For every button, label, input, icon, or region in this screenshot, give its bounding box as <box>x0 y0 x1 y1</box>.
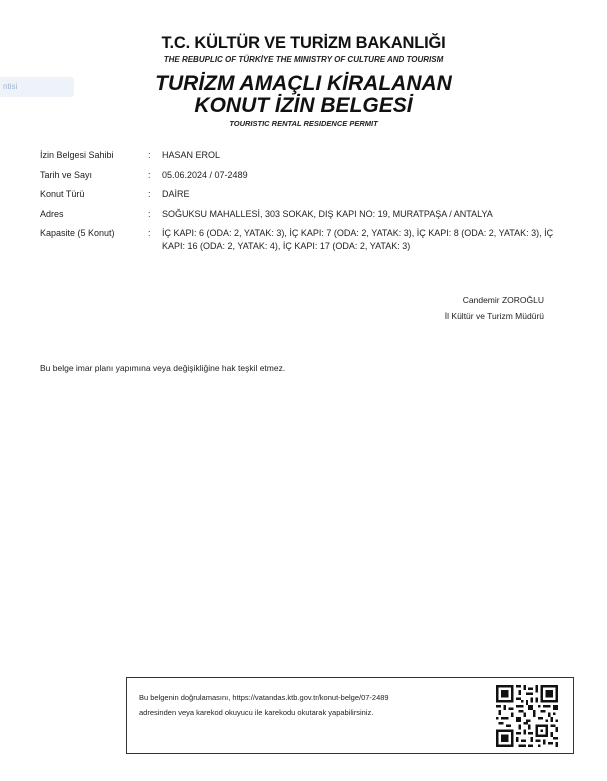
field-row-capacity <box>40 227 560 253</box>
field-label: Adres <box>40 208 64 219</box>
field-separator: : <box>148 189 151 199</box>
field-label: Tarih ve Sayı <box>40 169 93 180</box>
field-value: SOĞUKSU MAHALLESİ, 303 SOKAK, DIŞ KAPI NO: 19, MURATPAŞA / ANTALYA <box>162 208 493 219</box>
verification-text <box>139 690 479 720</box>
field-label: Konut Türü <box>40 189 85 199</box>
signer-block <box>445 292 544 324</box>
document-title <box>0 73 607 117</box>
signer-title: İl Kültür ve Turizm Müdürü <box>444 311 544 321</box>
side-tab-label: ntisi <box>3 82 18 91</box>
field-value: 05.06.2024 / 07-2489 <box>162 169 248 180</box>
document-subtitle: TOURISTIC RENTAL RESIDENCE PERMIT <box>229 119 378 128</box>
field-separator: : <box>148 169 151 180</box>
field-label: Kapasite (5 Konut) <box>40 228 115 238</box>
document-title-line1: TURİZM AMAÇLI KİRALANAN <box>155 72 452 95</box>
ministry-name: T.C. KÜLTÜR VE TURİZM BAKANLIĞI <box>161 34 446 52</box>
field-value: DAİRE <box>162 189 190 199</box>
field-value: İÇ KAPI: 6 (ODA: 2, YATAK: 3), İÇ KAPI: 7 (ODA: 2, YATAK: 3), İÇ KAPI: 8 (ODA: 2, YATAK: 3), İÇ KAPI: 16 (ODA: 2, YATAK: 4), İÇ KAPI: 17 (ODA: 2, YATAK: 3) <box>162 228 554 251</box>
legal-note: Bu belge imar planı yapımına veya değişikliğine hak teşkil etmez. <box>40 363 286 373</box>
field-value: HASAN EROL <box>162 150 221 160</box>
document-title-line2: KONUT İZİN BELGESİ <box>194 94 413 117</box>
field-row-date <box>40 169 560 182</box>
permit-fields <box>40 149 560 260</box>
field-row-owner <box>40 149 560 162</box>
field-row-type <box>40 188 560 201</box>
signer-name: Candemir ZOROĞLU <box>462 295 544 305</box>
field-label: İzin Belgesi Sahibi <box>40 150 114 160</box>
field-row-address <box>40 208 560 221</box>
verification-box <box>126 677 574 754</box>
qr-code-icon <box>496 685 558 747</box>
field-separator: : <box>148 228 151 238</box>
field-separator: : <box>148 208 151 219</box>
verification-line1: Bu belgenin doğrulamasını, https://vatandas.ktb.gov.tr/konut-belge/07-2489 <box>139 693 389 702</box>
field-separator: : <box>148 150 151 160</box>
verification-line2: adresinden veya karekod okuyucu ile karekodu okutarak yapabilirsiniz. <box>139 708 374 717</box>
ministry-name-en: THE REBUPLIC OF TÜRKİYE THE MINISTRY OF CULTURE AND TOURISM <box>163 55 444 64</box>
